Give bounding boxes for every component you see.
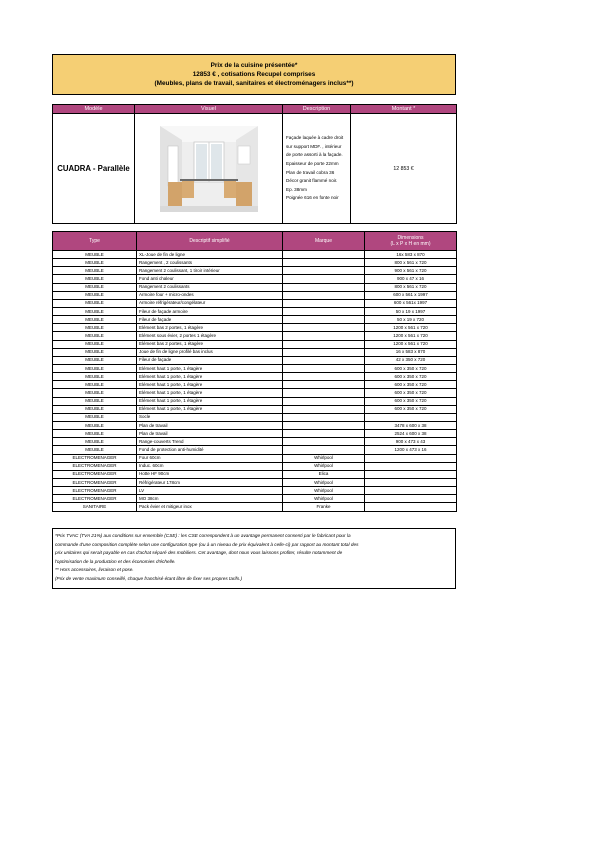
item-type-cell: ELECTROMENAGER: [53, 462, 137, 470]
item-dimensions-cell: [365, 454, 457, 462]
table-row: [53, 478, 457, 486]
item-type-cell: MEUBLE: [53, 299, 137, 307]
kitchen-visual: [135, 114, 283, 224]
item-brand-cell: Elica: [283, 470, 365, 478]
item-brand-cell: [283, 332, 365, 340]
header-dimensions-unit: (L x P x H en mm): [390, 241, 431, 247]
item-type-cell: MEUBLE: [53, 283, 137, 291]
item-brand-cell: Whirlpool: [283, 462, 365, 470]
item-dimensions-cell: [365, 413, 457, 421]
item-description-cell: Rangement 2 coulissant, 1 tiroir intérieur: [137, 267, 283, 275]
item-dimensions-cell: 1200 x 561 x 720: [365, 332, 457, 340]
item-description-cell: Rangement , 2 coulissants: [137, 259, 283, 267]
item-type-cell: MEUBLE: [53, 324, 137, 332]
price-total: 12853 € , cotisations Recupel comprises: [192, 71, 316, 78]
price-inclusions: (Meubles, plans de travail, sanitaires et électroménagers inclus**): [154, 80, 354, 87]
table-row: [53, 421, 457, 429]
item-description-cell: Plan de travail: [137, 421, 283, 429]
item-brand-cell: [283, 421, 365, 429]
item-brand-cell: [283, 259, 365, 267]
table-row: [53, 438, 457, 446]
item-brand-cell: [283, 307, 365, 315]
table-row: [53, 495, 457, 503]
item-description-cell: Elément haut 1 porte, 1 étagère: [137, 389, 283, 397]
item-dimensions-cell: 600 x 561 x 1997: [365, 291, 457, 299]
item-dimensions-cell: 800 x 561 x 720: [365, 283, 457, 291]
items-table: [52, 231, 457, 512]
table-row: [53, 503, 457, 511]
model-name: CUADRA - Parallèle: [53, 114, 135, 224]
items-body: [53, 251, 457, 512]
item-dimensions-cell: 1200 x 561 x 720: [365, 340, 457, 348]
footnote-line: ** Hors accessoires, livraison et pose.: [55, 567, 134, 573]
item-dimensions-cell: 16 x 583 x 870: [365, 348, 457, 356]
item-type-cell: ELECTROMENAGER: [53, 478, 137, 486]
item-description-cell: MO 38cm: [137, 495, 283, 503]
item-dimensions-cell: 600 x 350 x 720: [365, 373, 457, 381]
item-description-cell: Elément haut 1 porte, 1 étagère: [137, 397, 283, 405]
item-dimensions-cell: [365, 487, 457, 495]
kitchen-photo-image: [160, 126, 258, 212]
item-description-cell: Joue de fin de ligne profilé bas inclus: [137, 348, 283, 356]
table-row: [53, 413, 457, 421]
footnote-box: [52, 528, 456, 589]
item-brand-cell: [283, 405, 365, 413]
item-description-cell: Rangement 2 coulissants: [137, 283, 283, 291]
header-amount: Montant *: [351, 105, 457, 114]
item-brand-cell: [283, 340, 365, 348]
table-row: [53, 430, 457, 438]
item-dimensions-cell: 600 x 350 x 720: [365, 389, 457, 397]
table-row: [53, 446, 457, 454]
item-description-cell: XL-Joue de fin de ligne: [137, 251, 283, 259]
item-type-cell: MEUBLE: [53, 340, 137, 348]
item-description-cell: Fond anti chaleur: [137, 275, 283, 283]
description-line: Façade laquée à cadre droit: [286, 135, 344, 141]
item-dimensions-cell: 600 x 350 x 720: [365, 397, 457, 405]
item-description-cell: Elément haut 1 porte, 1 étagère: [137, 373, 283, 381]
table-row: [53, 397, 457, 405]
item-description-cell: Hotte HF 90cm: [137, 470, 283, 478]
item-brand-cell: Whirlpool: [283, 478, 365, 486]
table-row: [53, 275, 457, 283]
item-brand-cell: [283, 356, 365, 364]
item-dimensions-cell: 50 x 19 x 1997: [365, 307, 457, 315]
item-dimensions-cell: [365, 470, 457, 478]
table-row: [53, 259, 457, 267]
header-simplified-description: Descriptif simplifié: [137, 232, 283, 251]
item-type-cell: MEUBLE: [53, 413, 137, 421]
table-row: [53, 356, 457, 364]
item-description-cell: Elément bas 2 portes, 1 étagère: [137, 340, 283, 348]
table-row: [53, 487, 457, 495]
item-dimensions-cell: 3478 x 600 x 38: [365, 421, 457, 429]
item-brand-cell: [283, 324, 365, 332]
item-brand-cell: [283, 389, 365, 397]
item-type-cell: SANITAIRE: [53, 503, 137, 511]
item-description-cell: Fond de protection anti-humidité: [137, 446, 283, 454]
item-description-cell: Induc. 60cm: [137, 462, 283, 470]
item-type-cell: ELECTROMENAGER: [53, 487, 137, 495]
item-brand-cell: [283, 381, 365, 389]
item-type-cell: MEUBLE: [53, 438, 137, 446]
footnote-line: *Prix TVAC (TVA 21%) aux conditions sur ensemble (CSE) : les CSE correspondent à un avantage permanent consenti par le fabricant pour la: [55, 533, 351, 538]
item-description-cell: Fileur de façade armoire: [137, 307, 283, 315]
item-description-cell: Range-couverts Trend: [137, 438, 283, 446]
item-brand-cell: [283, 364, 365, 372]
table-row: [53, 373, 457, 381]
item-type-cell: MEUBLE: [53, 316, 137, 324]
item-type-cell: MEUBLE: [53, 307, 137, 315]
item-dimensions-cell: 50 x 19 x 720: [365, 316, 457, 324]
item-brand-cell: [283, 275, 365, 283]
description-line: Décor granit flammé noir.: [286, 178, 338, 184]
header-dimensions-title: Dimensions: [397, 235, 424, 241]
item-dimensions-cell: 42 x 350 x 720: [365, 356, 457, 364]
item-type-cell: ELECTROMENAGER: [53, 470, 137, 478]
item-brand-cell: [283, 251, 365, 259]
item-brand-cell: [283, 446, 365, 454]
item-description-cell: Elément haut 1 porte, 1 étagère: [137, 381, 283, 389]
item-dimensions-cell: 1200 x 473 x 16: [365, 446, 457, 454]
item-brand-cell: [283, 299, 365, 307]
header-dimensions: [365, 232, 457, 251]
item-brand-cell: [283, 348, 365, 356]
summary-row: [53, 114, 457, 224]
table-row: [53, 267, 457, 275]
table-row: [53, 340, 457, 348]
table-row: [53, 364, 457, 372]
item-dimensions-cell: 1200 x 561 x 720: [365, 324, 457, 332]
item-type-cell: ELECTROMENAGER: [53, 495, 137, 503]
price-header-box: [52, 54, 456, 95]
item-description-cell: Elément bas 2 portes, 1 étagère: [137, 324, 283, 332]
item-description-cell: Réfrigérateur 178cm: [137, 478, 283, 486]
item-brand-cell: [283, 283, 365, 291]
item-type-cell: MEUBLE: [53, 446, 137, 454]
table-row: [53, 462, 457, 470]
item-brand-cell: [283, 413, 365, 421]
footnote-line: l'optimisation de la production et des économies d'échelle.: [55, 558, 176, 564]
item-dimensions-cell: [365, 462, 457, 470]
item-brand-cell: [283, 430, 365, 438]
header-brand: Marque: [283, 232, 365, 251]
summary-table: [52, 104, 457, 224]
items-header-row: [53, 232, 457, 251]
item-type-cell: MEUBLE: [53, 397, 137, 405]
header-model: Modèle: [53, 105, 135, 114]
item-type-cell: MEUBLE: [53, 275, 137, 283]
item-dimensions-cell: 900 x 561 x 720: [365, 267, 457, 275]
item-dimensions-cell: 900 x 473 x 43: [365, 438, 457, 446]
item-description-cell: Armoire four + micro-ondes: [137, 291, 283, 299]
item-dimensions-cell: 16x 583 x 870: [365, 251, 457, 259]
item-type-cell: MEUBLE: [53, 373, 137, 381]
item-description-cell: Plan de travail: [137, 430, 283, 438]
description-line: Epaisseur de porte 22mm: [286, 160, 339, 166]
summary-header-row: [53, 105, 457, 114]
table-row: [53, 332, 457, 340]
description-line: sur support MDF. , intérieur: [286, 143, 342, 149]
table-row: [53, 381, 457, 389]
item-type-cell: MEUBLE: [53, 356, 137, 364]
item-dimensions-cell: [365, 503, 457, 511]
table-row: [53, 283, 457, 291]
item-description-cell: Socle: [137, 413, 283, 421]
item-type-cell: ELECTROMENAGER: [53, 454, 137, 462]
item-brand-cell: Whirlpool: [283, 487, 365, 495]
item-brand-cell: [283, 373, 365, 381]
item-type-cell: MEUBLE: [53, 405, 137, 413]
header-description: Description: [283, 105, 351, 114]
footnote-line: (Prix de vente maximum conseillé, chaque franchisé étant libre de fixer ses propres tarifs.): [55, 575, 243, 581]
item-brand-cell: [283, 316, 365, 324]
item-type-cell: MEUBLE: [53, 389, 137, 397]
description-line: Ep. 38mm: [286, 186, 307, 192]
header-type: Type: [53, 232, 137, 251]
item-description-cell: Armoire réfrigérateur/congélateur: [137, 299, 283, 307]
table-row: [53, 307, 457, 315]
item-type-cell: MEUBLE: [53, 430, 137, 438]
item-description-cell: Four 60cm: [137, 454, 283, 462]
item-dimensions-cell: 800 x 561 x 720: [365, 259, 457, 267]
header-visual: Visuel: [135, 105, 283, 114]
table-row: [53, 454, 457, 462]
table-row: [53, 316, 457, 324]
description-line: Plan de travail cobra 36: [286, 169, 335, 175]
table-row: [53, 389, 457, 397]
item-dimensions-cell: 600 x 350 x 720: [365, 381, 457, 389]
item-type-cell: MEUBLE: [53, 364, 137, 372]
item-type-cell: MEUBLE: [53, 259, 137, 267]
item-brand-cell: [283, 438, 365, 446]
kitchen-description: [283, 114, 351, 224]
item-type-cell: MEUBLE: [53, 421, 137, 429]
item-dimensions-cell: [365, 495, 457, 503]
item-description-cell: Elément sous évier, 2 portes 1 étagère: [137, 332, 283, 340]
item-description-cell: Elément haut 1 porte, 1 étagère: [137, 364, 283, 372]
item-type-cell: MEUBLE: [53, 348, 137, 356]
footnote-line: commande d'une composition complète selon une configuration type (ou à un niveau de prix équivalent à celle-ci) par rapport au montant total des: [55, 541, 359, 547]
item-dimensions-cell: 600 x 350 x 720: [365, 364, 457, 372]
footnote-line: prix unitaires qui serait payable en cas d'achat séparé des mobiliers. Cet avantage, dont nous vous laissons profiter, résulte notamment de: [55, 550, 343, 556]
item-brand-cell: [283, 267, 365, 275]
total-amount: 12 853 €: [351, 114, 457, 224]
item-dimensions-cell: 900 x 47 x 16: [365, 275, 457, 283]
table-row: [53, 348, 457, 356]
table-row: [53, 470, 457, 478]
description-line: de porte assorti à la façade.: [286, 152, 343, 158]
item-type-cell: MEUBLE: [53, 291, 137, 299]
item-description-cell: Elément haut 1 porte, 1 étagère: [137, 405, 283, 413]
item-dimensions-cell: 2524 x 600 x 38: [365, 430, 457, 438]
item-type-cell: MEUBLE: [53, 251, 137, 259]
item-brand-cell: Whirlpool: [283, 454, 365, 462]
item-type-cell: MEUBLE: [53, 267, 137, 275]
item-dimensions-cell: 600 x 350 x 720: [365, 405, 457, 413]
item-description-cell: Pack évier et mitigeur inox: [137, 503, 283, 511]
item-brand-cell: [283, 397, 365, 405]
item-description-cell: Fileur de façade: [137, 356, 283, 364]
item-description-cell: LV: [137, 487, 283, 495]
table-row: [53, 291, 457, 299]
item-description-cell: Fileur de façade: [137, 316, 283, 324]
item-dimensions-cell: [365, 478, 457, 486]
item-brand-cell: Whirlpool: [283, 495, 365, 503]
table-row: [53, 405, 457, 413]
table-row: [53, 324, 457, 332]
item-type-cell: MEUBLE: [53, 381, 137, 389]
item-dimensions-cell: 600 x 561x 1997: [365, 299, 457, 307]
item-type-cell: MEUBLE: [53, 332, 137, 340]
item-brand-cell: Franke: [283, 503, 365, 511]
table-row: [53, 251, 457, 259]
price-title: Prix de la cuisine présentée*: [210, 62, 298, 69]
table-row: [53, 299, 457, 307]
item-brand-cell: [283, 291, 365, 299]
description-line: Poignée 616 en fonte noir: [286, 195, 339, 201]
